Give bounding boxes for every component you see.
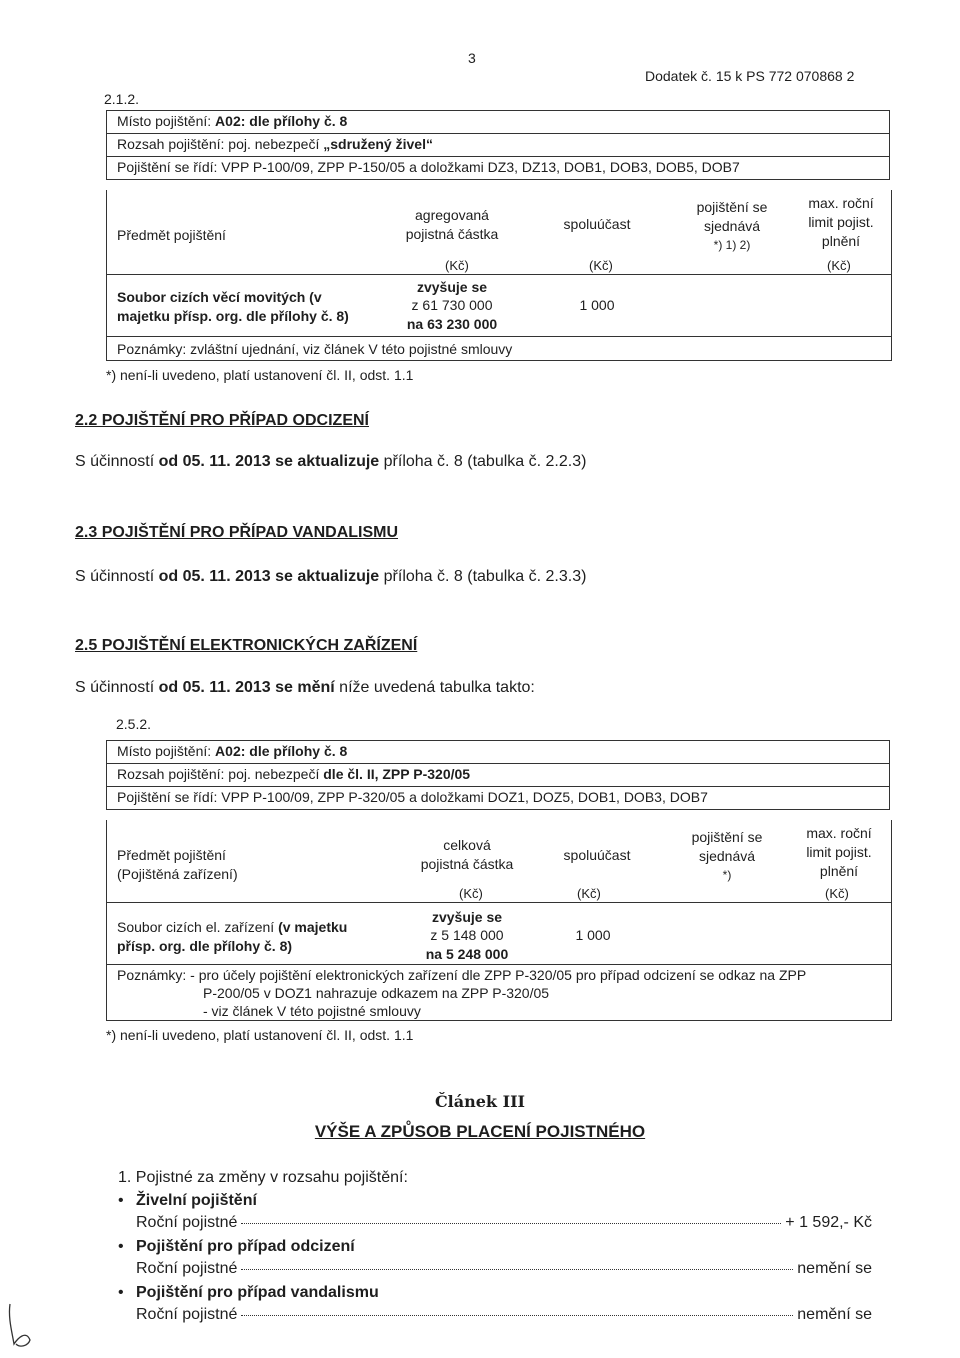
table1-row-subject-1: Soubor cizích věcí movitých (v [117, 289, 322, 305]
paragraph-2-5-a: S účinností [75, 679, 155, 696]
table2-notes-1: Poznámky: - pro účely pojištění elektronických zařízení dle ZPP P-320/05 pro případ odcizení se odkaz na ZPP [117, 967, 807, 983]
paragraph-2-2-c: příloha č. 8 (tabulka č. 2.2.3) [383, 453, 587, 470]
table2-col-limit-1: max. roční [806, 825, 872, 841]
premium-item-row [136, 1214, 872, 1232]
table2-divider [107, 902, 891, 903]
table2-grid [106, 820, 892, 1021]
table2-row-subject-2: přísp. org. dle přílohy č. 8) [117, 938, 293, 954]
table2-sum-unit: (Kč) [459, 886, 483, 901]
table1-row-to: na 63 230 000 [406, 316, 498, 332]
table1-row-increase: zvyšuje se [416, 279, 488, 295]
table2-deduct-unit: (Kč) [577, 886, 601, 901]
table2-location-value: A02: dle přílohy č. 8 [215, 743, 348, 759]
table2-col-arranged-3: *) [722, 868, 732, 882]
premium-item-label: Roční pojistné [136, 1214, 238, 1231]
table2-governed: Pojištění se řídí: VPP P-100/09, ZPP P-320/05 a doložkami DOZ1, DOZ5, DOB1, DOB3, DOB7 [107, 787, 890, 810]
handwritten-initial [4, 1300, 36, 1350]
table1-header [106, 110, 890, 180]
page-number: 3 [468, 50, 476, 66]
premium-item-label: Roční pojistné [136, 1306, 238, 1323]
table1-col-limit-1: max. roční [808, 195, 874, 211]
bullet-3: • [118, 1284, 124, 1301]
paragraph-2-3-c: příloha č. 8 (tabulka č. 2.3.3) [383, 568, 587, 585]
table1-col-deduct: spoluúčast [563, 216, 631, 232]
table1-divider [107, 274, 891, 275]
table2-row-subject-1b: (v majetku [278, 919, 348, 935]
paragraph-2-3 [75, 568, 586, 586]
table1-row-subject-2: majetku přísp. org. dle přílohy č. 8) [117, 308, 349, 324]
article-title: VÝŠE A ZPŮSOB PLACENÍ POJISTNÉHO [314, 1122, 646, 1141]
table1-grid [106, 190, 892, 361]
table2-col-limit-2: limit pojist. [806, 844, 872, 860]
table2-scope-label: Rozsah pojištění: poj. nebezpečí [117, 766, 320, 782]
premium-item-value: nemění se [797, 1306, 872, 1323]
premium-item-value: + 1 592,- Kč [785, 1214, 872, 1231]
premium-item-title: Živelní pojištění [136, 1192, 257, 1209]
sub-section-id: 2.5.2. [116, 716, 152, 732]
table2-col-sum-2: pojistná částka [420, 856, 514, 872]
table1-deduct-unit: (Kč) [589, 258, 613, 273]
table2-col-subject-1: Předmět pojištění [117, 847, 226, 863]
table1-limit-unit: (Kč) [827, 258, 851, 273]
table1-location-label: Místo pojištění: [117, 113, 212, 129]
table1-row-deduct: 1 000 [579, 297, 615, 313]
bullet-2: • [118, 1238, 124, 1255]
table2-row-to: na 5 248 000 [425, 946, 509, 962]
table1-location-value: A02: dle přílohy č. 8 [215, 113, 348, 129]
table1-divider-notes [107, 336, 891, 337]
table2-notes-2: P-200/05 v DOZ1 nahrazuje odkazem na ZPP P-320/05 [203, 985, 550, 1001]
paragraph-2-5-c: níže uvedená tabulka takto: [339, 679, 535, 696]
footnote-1: *) není-li uvedeno, platí ustanovení čl. II, odst. 1.1 [106, 367, 414, 383]
table2-col-arranged-2: sjednává [698, 848, 756, 864]
article-number: Článek III [434, 1092, 526, 1111]
table1-notes: Poznámky: zvláštní ujednání, viz článek V této pojistné smlouvy [117, 341, 513, 357]
table2-location [107, 741, 890, 764]
table2-limit-unit: (Kč) [825, 886, 849, 901]
dotted-leader [241, 1269, 793, 1270]
table1-col-arranged-2: sjednává [703, 218, 761, 234]
premium-item-row [136, 1260, 872, 1278]
heading-2-2: 2.2 POJIŠTĚNÍ PRO PŘÍPAD ODCIZENÍ [75, 412, 369, 429]
table2-col-subject-2: (Pojištěná zařízení) [117, 866, 238, 882]
table2-row-subject-1 [117, 918, 347, 936]
table2-divider-notes [107, 964, 891, 965]
paragraph-2-3-b: od 05. 11. 2013 se aktualizuje [158, 568, 380, 585]
paragraph-2-2 [75, 453, 586, 471]
premium-item-label: Roční pojistné [136, 1260, 238, 1277]
table2-scope [107, 764, 890, 787]
paragraph-2-5 [75, 679, 535, 697]
table1-col-subject: Předmět pojištění [117, 227, 226, 243]
table2-col-arranged-1: pojištění se [691, 829, 763, 845]
table2-col-sum-1: celková [443, 837, 491, 853]
paragraph-2-2-b: od 05. 11. 2013 se aktualizuje [158, 453, 380, 470]
table2-notes-3: - viz článek V této pojistné smlouvy [203, 1003, 421, 1019]
premium-item-title: Pojištění pro případ vandalismu [136, 1284, 379, 1301]
table1-scope [107, 134, 890, 157]
paragraph-2-2-a: S účinností [75, 453, 155, 470]
table2-scope-value: dle čl. II, ZPP P-320/05 [323, 766, 471, 782]
dotted-leader [241, 1315, 793, 1316]
table1-governed: Pojištění se řídí: VPP P-100/09, ZPP P-150/05 a doložkami DZ3, DZ13, DOB1, DOB3, DOB5, DOB7 [107, 157, 890, 180]
table2-location-label: Místo pojištění: [117, 743, 212, 759]
table1-location [107, 111, 890, 134]
table2-row-from: z 5 148 000 [430, 927, 504, 943]
paragraph-2-5-b: od 05. 11. 2013 se mění [158, 679, 335, 696]
table2-col-deduct: spoluúčast [563, 847, 631, 863]
heading-2-5: 2.5 POJIŠTĚNÍ ELEKTRONICKÝCH ZAŘÍZENÍ [75, 637, 418, 654]
footnote-2: *) není-li uvedeno, platí ustanovení čl. II, odst. 1.1 [106, 1027, 414, 1043]
table1-col-arranged-1: pojištění se [696, 199, 768, 215]
table1-col-limit-2: limit pojist. [808, 214, 874, 230]
section-id: 2.1.2. [104, 91, 140, 107]
table1-scope-label: Rozsah pojištění: poj. nebezpečí [117, 136, 320, 152]
premium-item-value: nemění se [797, 1260, 872, 1277]
premium-item-row [136, 1306, 872, 1324]
dotted-leader [241, 1223, 781, 1224]
bullet-1: • [118, 1192, 124, 1209]
table2-row-subject-1a: Soubor cizích el. zařízení [117, 919, 275, 935]
table2-col-limit-3: plnění [819, 863, 859, 879]
table2-header [106, 740, 890, 810]
table1-scope-value: „sdružený živel“ [323, 136, 433, 152]
table1-col-sum-2: pojistná částka [405, 226, 499, 242]
document-reference: Dodatek č. 15 k PS 772 070868 2 [645, 68, 855, 84]
premium-intro: 1. Pojistné za změny v rozsahu pojištění: [118, 1169, 408, 1186]
paragraph-2-3-a: S účinností [75, 568, 155, 585]
table2-row-deduct: 1 000 [575, 927, 611, 943]
table1-col-limit-3: plnění [821, 233, 861, 249]
table1-row-from: z 61 730 000 [411, 297, 493, 313]
table1-col-sum-1: agregovaná [415, 207, 489, 223]
premium-item-title: Pojištění pro případ odcizení [136, 1238, 355, 1255]
table2-row-increase: zvyšuje se [431, 909, 503, 925]
table1-sum-unit: (Kč) [445, 258, 469, 273]
table1-col-arranged-3: *) 1) 2) [713, 238, 751, 252]
heading-2-3: 2.3 POJIŠTĚNÍ PRO PŘÍPAD VANDALISMU [75, 524, 399, 541]
